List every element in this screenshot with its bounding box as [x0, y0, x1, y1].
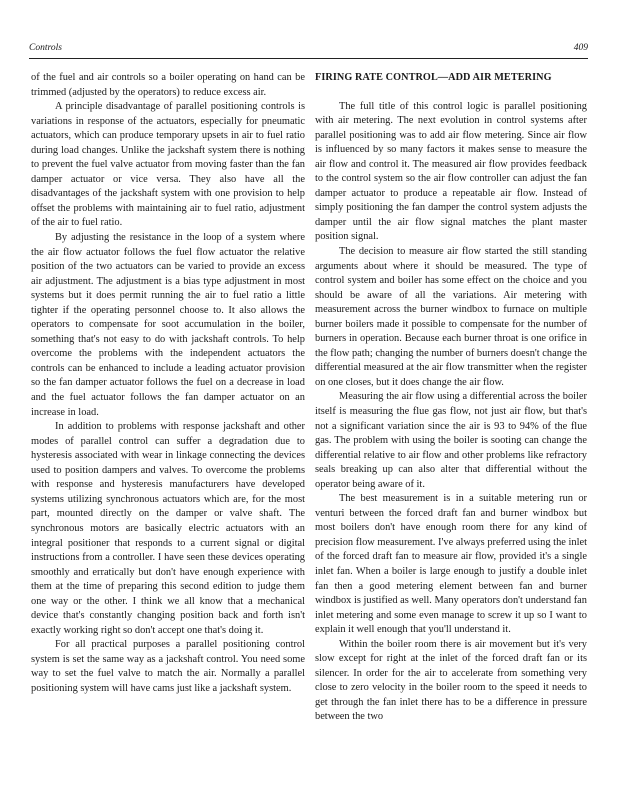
paragraph: Within the boiler room there is air movement but it's very slow except for right at the inlet of the forced draft fan or its silencer. In order for the air to accelerate from something very close to zero velocity in the boiler room to the speed it needs to get through the fan inlet there has to be a difference in pressure between the two	[315, 638, 587, 723]
page-number: 409	[573, 43, 588, 53]
paragraph: Measuring the air flow using a differential across the boiler itself is measuring the flue gas flow, not just air flow, but that's not a significant variation since the air is 93 to 94% of the flue gas. The problem with using the boiler is sooting can change the differential relative to air flow and other problems like refractory seals breaking up can also alter that differential without the operator being aware of it.	[315, 391, 587, 490]
paragraph: By adjusting the resistance in the loop of a system where the air flow actuator follows the fuel flow actuator the relative position of the two actuators can be varied to provide an excess air adjustment. The adjustment is a bias type adjustment in most systems but it does permit running the air to fuel ratio a little tighter if the operating personnel choose to. It also allows the operators to compensate for soot accumulation in the boiler, something that's not easy to do with jackshaft controls. To help overcome the problems with the independent actuators the controls can be enhanced to include a leading actuator provision so the fan damper actuator follows the fuel on a decrease in load and the fuel actuator follows the fan damper actuator on an increase in load.	[31, 232, 305, 418]
paragraph: The full title of this control logic is parallel positioning with air metering. The next evolution in control systems after parallel positioning was to add air flow metering. Since air flow is influenced by so many factors it makes sense to measure the air flow and control it. The measured air flow provides feedback to the control system so the air flow controller can adjust the fan damper actuator to produce a repeatable air flow. Instead of simply positioning the fan damper the control system adjusts the damper until the air flow signal matches the plant master position signal.	[315, 100, 587, 243]
right-column	[315, 71, 587, 725]
paragraph: For all practical purposes a parallel positioning control system is set the same way as a jackshaft control. You need some way to set the fuel valve to match the air. Normally a parallel positioning system will have cams just like a jackshaft system.	[31, 639, 305, 694]
paragraph: The decision to measure air flow started the still standing arguments about where it should be measured. The type of control system and boiler has some effect on the choice and you should be aware of all the variations. Air metering with measurement across the burner windbox to furnace on multiple burner boilers made it possible to compensate for the number of burners in operation. Because each burner throat is one orifice in the flow path; changing the number of burners doesn't change the differential measured at the air flow transmitter when the register on one closes, but it does change the air flow.	[315, 245, 587, 388]
paragraph: A principle disadvantage of parallel positioning controls is variations in response of the actuators, especially for pneumatic actuators, which can produce temporary upsets in air to fuel ratio during load changes. Unlike the jackshaft system there is nothing to prevent the fuel valve actuator from moving faster than the fan damper actuator or vice versa. They also have all the disadvantages of the jackshaft system with one provision to help offset the problems with maintaining air to fuel ratio, adjustment of the air to fuel ratio.	[31, 101, 305, 229]
paragraph: of the fuel and air controls so a boiler operating on hand can be trimmed (adjusted by the operators) to reduce excess air.	[31, 72, 305, 98]
running-head	[29, 43, 588, 57]
paragraph: The best measurement is in a suitable metering run or venturi between the forced draft fan and burner windbox but most boilers don't have enough room there for any kind of precision flow measurement. I've always preferred using the inlet of the forced draft fan to measure air flow, provided it's a single inlet fan. When a boiler is large enough to justify a double inlet fan then a good metering element between fan and burner windbox is justified as well. Many operators don't understand fan inlet metering and some even manage to screw it up so I want to explain it well enough that you'll understand it.	[315, 493, 587, 636]
paragraph: In addition to problems with response jackshaft and other modes of parallel control can suffer a degradation due to hysteresis associated with wear in linkage connecting the devices used to position dampers and valves. To overcome the problems with response and hysteresis manufacturers have developed systems utilizing synchronous actuators which are, for the most part, mounted directly on the damper or valve shaft. The synchronous motors are basically electric actuators with an integral positioner that responds to a current signal or digital instructions from a controller. I have seen these devices operating smoothly and erratically but don't have enough experience with them at the time of preparing this second edition to judge them one way or the other. I think we all know that a mechanical device that's constantly changing position back and forth isn't exactly working right so don't accept one that's doing it.	[31, 421, 305, 636]
header-rule	[29, 58, 588, 59]
section-heading: FIRING RATE CONTROL—ADD AIR METERING	[315, 72, 552, 83]
left-column	[31, 71, 305, 697]
chapter-title: Controls	[29, 43, 62, 53]
